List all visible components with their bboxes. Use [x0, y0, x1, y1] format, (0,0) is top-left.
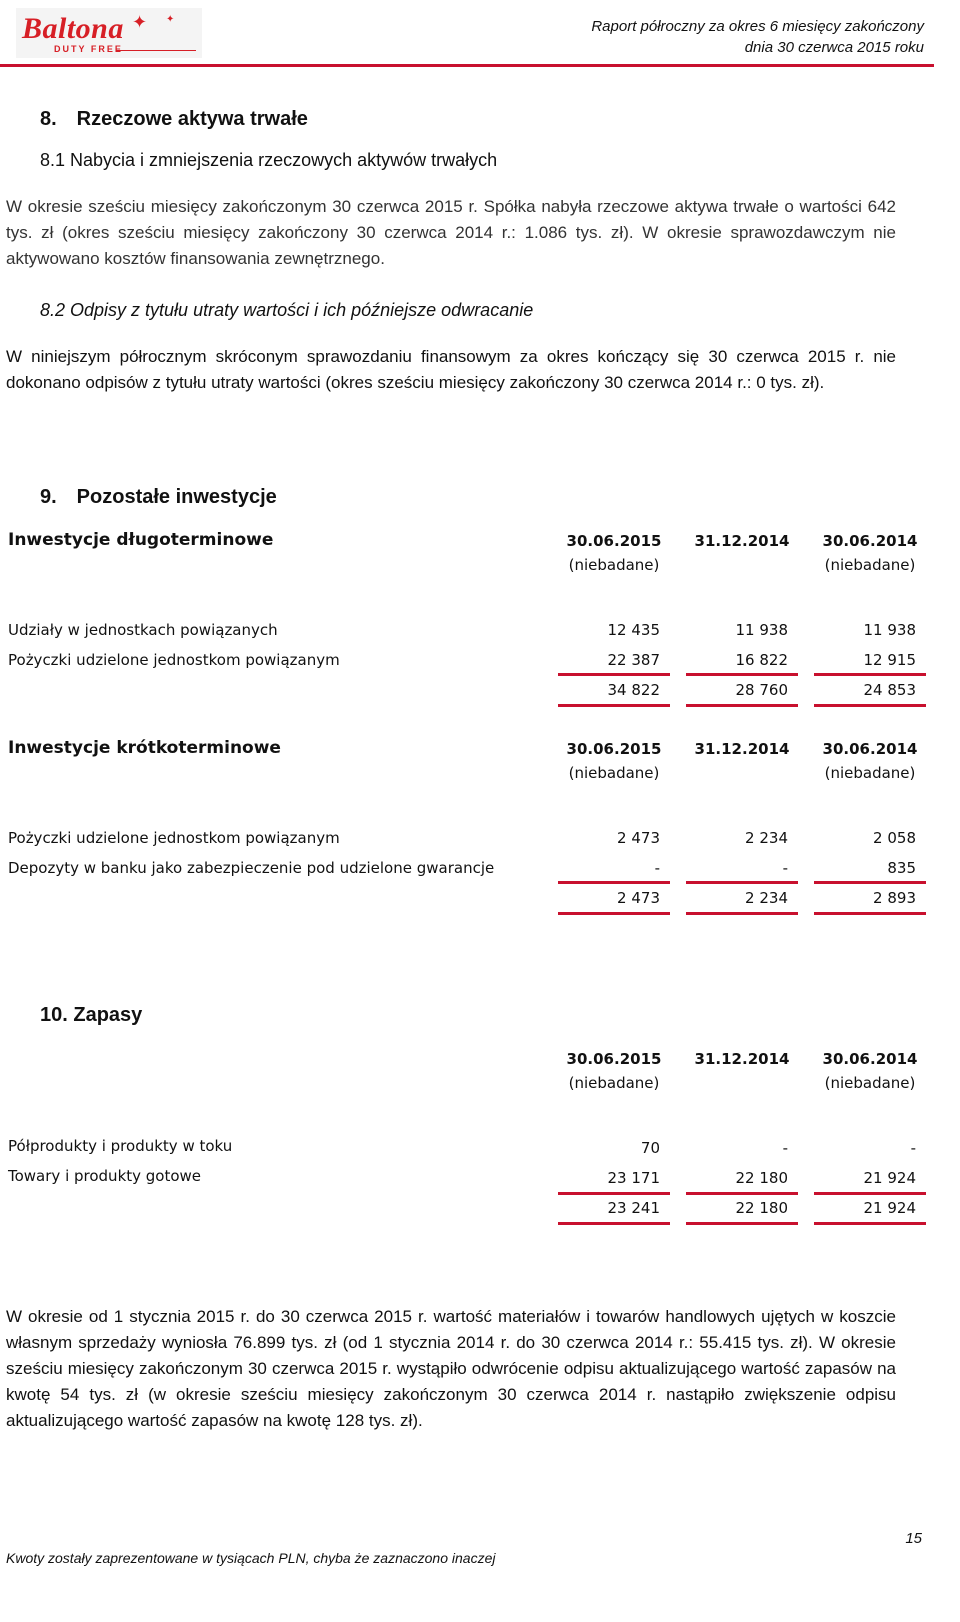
total-value: 2 893: [873, 889, 916, 907]
total-rule: [814, 673, 926, 676]
cell-value: 2 473: [617, 829, 660, 847]
bird-small-icon: ✦: [166, 14, 175, 25]
total-rule: [558, 881, 670, 884]
total-rule: [814, 704, 926, 707]
total-value: 21 924: [863, 1199, 916, 1217]
total-rule: [814, 1192, 926, 1195]
company-logo: [16, 8, 202, 58]
column-header: [686, 532, 798, 556]
total-rule: [686, 704, 798, 707]
logo-subtitle: DUTY FREE: [54, 44, 123, 54]
cell-value: 2 234: [745, 829, 788, 847]
report-title-line2: dnia 30 czerwca 2015 roku: [744, 39, 924, 56]
header-rule: [0, 64, 934, 67]
column-header: [814, 532, 926, 574]
total-value: 2 234: [745, 889, 788, 907]
column-header: [686, 1050, 798, 1074]
cell-value: 12 915: [863, 651, 916, 669]
cell-value: -: [654, 859, 660, 877]
bird-icon: ✦: [132, 12, 148, 32]
total-rule: [558, 1222, 670, 1225]
total-rule: [558, 1192, 670, 1195]
column-date: 31.12.2014: [694, 740, 790, 758]
total-rule: [558, 673, 670, 676]
column-header: [558, 1050, 670, 1092]
total-value: 22 180: [735, 1199, 788, 1217]
column-note: (niebadane): [568, 1074, 660, 1092]
row-label: Pożyczki udzielone jednostkom powiązanym: [8, 651, 340, 669]
section-9-heading: 9. Pozostałe inwestycje: [40, 486, 277, 508]
column-header: [814, 740, 926, 782]
section-8-2-heading: 8.2 Odpisy z tytułu utraty wartości i ich późniejsze odwracanie: [40, 300, 534, 320]
cell-value: 16 822: [735, 651, 788, 669]
total-rule: [686, 673, 798, 676]
column-note: (niebadane): [824, 764, 916, 782]
total-value: 34 822: [607, 681, 660, 699]
table-title: Inwestycje krótkoterminowe: [8, 738, 281, 758]
cell-value: 22 180: [735, 1169, 788, 1187]
total-rule: [686, 1222, 798, 1225]
column-header: [686, 740, 798, 764]
logo-divider: [116, 50, 196, 51]
total-value: 28 760: [735, 681, 788, 699]
total-rule: [686, 912, 798, 915]
table-title: Inwestycje długoterminowe: [8, 530, 274, 550]
column-date: 30.06.2014: [822, 532, 918, 550]
short-term-investments-table: [0, 736, 934, 926]
cell-value: 23 171: [607, 1169, 660, 1187]
page-header: [0, 0, 960, 72]
section-10-heading: 10. Zapasy: [40, 1004, 143, 1026]
column-note: (niebadane): [824, 1074, 916, 1092]
section-8-1-heading: 8.1 Nabycia i zmniejszenia rzeczowych aktywów trwałych: [40, 150, 498, 170]
cell-value: 2 058: [873, 829, 916, 847]
total-rule: [558, 704, 670, 707]
row-label: Półprodukty i produkty w toku: [8, 1137, 233, 1155]
row-label: Udziały w jednostkach powiązanych: [8, 621, 278, 639]
inventory-table: [0, 1046, 934, 1236]
cell-value: 11 938: [863, 621, 916, 639]
row-label: Pożyczki udzielone jednostkom powiązanym: [8, 829, 340, 847]
total-rule: [686, 881, 798, 884]
column-note: (niebadane): [568, 764, 660, 782]
total-value: 23 241: [607, 1199, 660, 1217]
column-note: (niebadane): [824, 556, 916, 574]
section-8-1-paragraph: W okresie sześciu miesięcy zakończonym 30 czerwca 2015 r. Spółka nabyła rzeczowe aktywa trwałe o wartości 642 tys. zł (okres sześciu miesięcy zakończony 30 czerwca 2014 r.: 1.086 tys. zł). W okresie sprawozdawczym nie aktywowano kosztów finansowania zewnętrznego.: [6, 197, 896, 268]
section-8-2-paragraph: W niniejszym półrocznym skróconym sprawozdaniu finansowym za okres kończący się 30 czerwca 2015 r. nie dokonano odpisów z tytułu utraty wartości (okres sześciu miesięcy zakończony 30 czerwca 2014 r.: 0 tys. zł).: [6, 347, 896, 392]
cell-value: 21 924: [863, 1169, 916, 1187]
report-title: [591, 16, 924, 58]
total-rule: [814, 912, 926, 915]
cell-value: -: [782, 859, 788, 877]
cell-value: -: [782, 1139, 788, 1157]
logo-wordmark: Baltona: [22, 12, 124, 45]
total-value: 24 853: [863, 681, 916, 699]
total-rule: [814, 881, 926, 884]
column-date: 30.06.2015: [566, 740, 662, 758]
column-note: (niebadane): [568, 556, 660, 574]
footer-note: Kwoty zostały zaprezentowane w tysiącach PLN, chyba że zaznaczono inaczej: [6, 1550, 496, 1566]
total-rule: [686, 1192, 798, 1195]
column-date: 30.06.2015: [566, 1050, 662, 1068]
row-label: Depozyty w banku jako zabezpieczenie pod udzielone gwarancje: [8, 859, 495, 877]
column-date: 30.06.2014: [822, 1050, 918, 1068]
cell-value: 22 387: [607, 651, 660, 669]
row-label: Towary i produkty gotowe: [8, 1167, 202, 1185]
cell-value: 11 938: [735, 621, 788, 639]
column-date: 31.12.2014: [694, 532, 790, 550]
cell-value: -: [910, 1139, 916, 1157]
cell-value: 12 435: [607, 621, 660, 639]
column-header: [558, 740, 670, 782]
section-10-paragraph: W okresie od 1 stycznia 2015 r. do 30 czerwca 2015 r. wartość materiałów i towarów handlowych ujętych w koszcie własnym sprzedaży wyniosła 76.899 tys. zł (od 1 stycznia 2014 r. do 30 czerwca 2014 r.: 55.415 tys. zł). W okresie sześciu miesięcy zakończonym 30 czerwca 2015 r. wystąpiło odwrócenie odpisu aktualizującego wartość zapasów na kwotę 54 tys. zł (w okresie sześciu miesięcy zakończonym 30 czerwca 2014 r. nastąpiło zwiększenie odpisu aktualizującego wartość zapasów na kwotę 128 tys. zł).: [6, 1307, 896, 1430]
column-date: 30.06.2014: [822, 740, 918, 758]
column-date: 30.06.2015: [566, 532, 662, 550]
page-number: 15: [905, 1530, 922, 1547]
column-header: [814, 1050, 926, 1092]
total-value: 2 473: [617, 889, 660, 907]
column-header: [558, 532, 670, 574]
total-rule: [814, 1222, 926, 1225]
report-title-line1: Raport półroczny za okres 6 miesięcy zakończony: [591, 18, 924, 35]
section-8-heading: 8. Rzeczowe aktywa trwałe: [40, 108, 308, 130]
total-rule: [558, 912, 670, 915]
long-term-investments-table: [0, 528, 934, 718]
cell-value: 70: [640, 1139, 660, 1157]
cell-value: 835: [887, 859, 916, 877]
column-date: 31.12.2014: [694, 1050, 790, 1068]
